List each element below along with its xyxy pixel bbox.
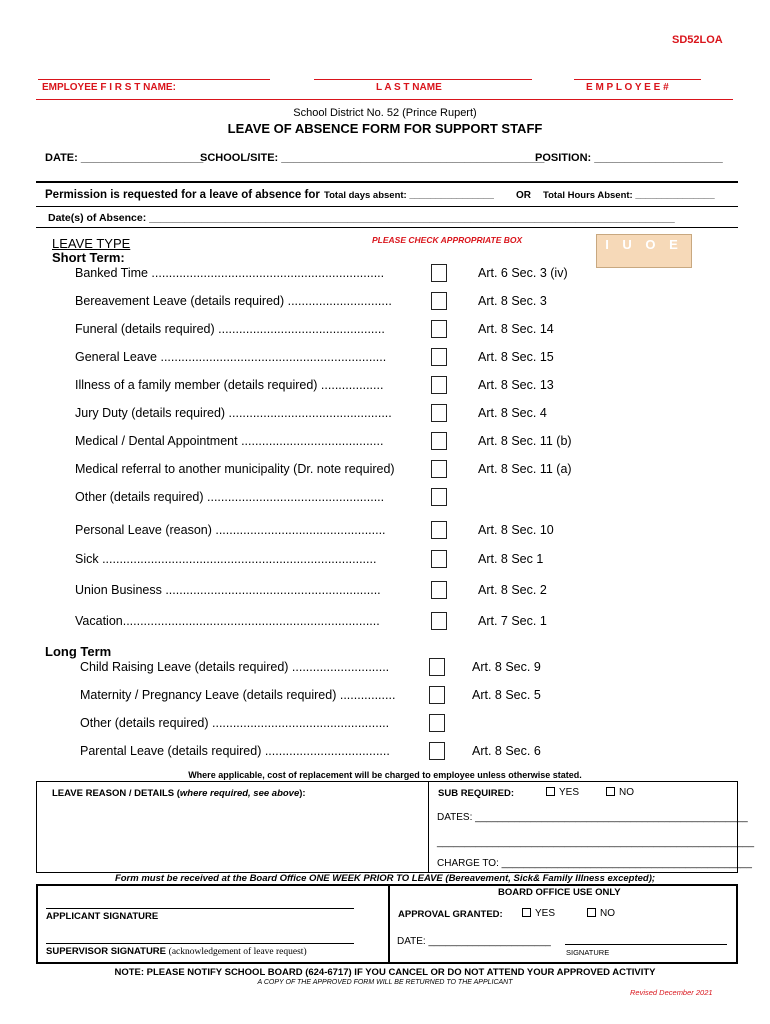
- board-use-label: BOARD OFFICE USE ONLY: [498, 887, 621, 898]
- first-name-label: EMPLOYEE F I R S T NAME:: [42, 82, 176, 93]
- leave-reason-label: LEAVE REASON / DETAILS (where required, see above):: [52, 788, 306, 799]
- leave-type-heading: LEAVE TYPE: [52, 236, 131, 251]
- leave-reason-details-area[interactable]: [46, 805, 422, 869]
- short-term-checkbox[interactable]: [431, 432, 447, 450]
- union-badge: I U O E: [596, 234, 692, 268]
- header-divider: [36, 99, 733, 100]
- board-date-field[interactable]: DATE: ______________________: [397, 936, 551, 947]
- short-term-article: Art. 8 Sec. 10: [478, 523, 554, 537]
- reason-divider: [428, 781, 429, 873]
- revision-date: Revised December 2021: [630, 988, 713, 997]
- sub-required-label: SUB REQUIRED:: [438, 788, 515, 799]
- short-term-checkbox[interactable]: [431, 521, 447, 539]
- short-term-label: Personal Leave (reason) .................................................: [75, 523, 386, 537]
- divider-1: [36, 181, 738, 183]
- short-term-checkbox[interactable]: [431, 488, 447, 506]
- short-term-article: Art. 8 Sec. 11 (b): [478, 434, 572, 448]
- position-field[interactable]: POSITION: _____________________: [535, 152, 723, 164]
- total-days-field[interactable]: Total days absent: ________________: [324, 190, 494, 201]
- short-term-label: Funeral (details required) ................................................: [75, 322, 385, 336]
- employee-number-label: E M P L O Y E E #: [586, 82, 669, 93]
- or-label: OR: [516, 190, 531, 201]
- school-site-field[interactable]: SCHOOL/SITE: ___________________________________________: [200, 152, 545, 164]
- short-term-label: Sick ...............................................................................: [75, 552, 377, 566]
- short-term-checkbox[interactable]: [431, 376, 447, 394]
- check-note: PLEASE CHECK APPROPRIATE BOX: [372, 235, 523, 245]
- long-term-checkbox[interactable]: [429, 742, 445, 760]
- short-term-article: Art. 8 Sec. 11 (a): [478, 462, 572, 476]
- first-name-line[interactable]: [38, 79, 270, 80]
- date-field[interactable]: DATE: ____________________: [45, 152, 204, 164]
- short-term-label: Union Business ..............................................................: [75, 583, 381, 597]
- copy-note: A COPY OF THE APPROVED FORM WILL BE RETURNED TO THE APPLICANT: [257, 979, 513, 986]
- long-term-article: Art. 8 Sec. 6: [472, 744, 541, 758]
- short-term-label: Vacation..........................................................................: [75, 614, 380, 628]
- short-term-checkbox[interactable]: [431, 292, 447, 310]
- approval-no-option[interactable]: NO: [587, 908, 615, 919]
- short-term-article: Art. 8 Sec. 13: [478, 378, 554, 392]
- long-term-heading: Long Term: [45, 644, 112, 659]
- short-term-label: Medical referral to another municipality (Dr. note required): [75, 462, 395, 476]
- approval-granted-label: APPROVAL GRANTED:: [398, 909, 503, 920]
- sub-no-checkbox[interactable]: [606, 787, 615, 796]
- last-name-label: L A S T NAME: [376, 82, 442, 93]
- total-hours-field[interactable]: Total Hours Absent: _______________: [543, 190, 715, 201]
- applicant-signature-line[interactable]: [46, 908, 354, 909]
- short-term-article: Art. 8 Sec. 15: [478, 350, 554, 364]
- short-term-label: Banked Time ...................................................................: [75, 266, 385, 280]
- short-term-label: Jury Duty (details required) ...............................................: [75, 406, 392, 420]
- long-term-label: Maternity / Pregnancy Leave (details required) ................: [80, 688, 396, 702]
- approval-yes-checkbox[interactable]: [522, 908, 531, 917]
- short-term-checkbox[interactable]: [431, 264, 447, 282]
- permission-label: Permission is requested for a leave of absence for: [45, 189, 320, 201]
- short-term-article: Art. 8 Sec. 3: [478, 294, 547, 308]
- short-term-label: General Leave .................................................................: [75, 350, 387, 364]
- long-term-checkbox[interactable]: [429, 686, 445, 704]
- sub-yes-checkbox[interactable]: [546, 787, 555, 796]
- applicant-signature-label: APPLICANT SIGNATURE: [46, 911, 159, 922]
- short-term-checkbox[interactable]: [431, 460, 447, 478]
- notify-note: NOTE: PLEASE NOTIFY SCHOOL BOARD (624-6717) IF YOU CANCEL OR DO NOT ATTEND YOUR APPROVED ACTIVITY: [114, 967, 656, 978]
- short-term-heading: Short Term:: [52, 250, 125, 265]
- short-term-checkbox[interactable]: [431, 404, 447, 422]
- long-term-label: Parental Leave (details required) ....................................: [80, 744, 390, 758]
- long-term-article: Art. 8 Sec. 5: [472, 688, 541, 702]
- form-title: LEAVE OF ABSENCE FORM FOR SUPPORT STAFF: [227, 121, 543, 136]
- short-term-label: Other (details required) ...................................................: [75, 490, 385, 504]
- board-signature-line[interactable]: [565, 944, 727, 945]
- sub-dates-field[interactable]: DATES: _________________________________________________: [437, 812, 748, 823]
- dates-of-absence-field[interactable]: Date(s) of Absence: __________________________________________________________________________________________: [48, 212, 675, 224]
- short-term-checkbox[interactable]: [431, 348, 447, 366]
- sub-no-option[interactable]: NO: [606, 787, 634, 798]
- sub-yes-option[interactable]: YES: [546, 787, 579, 798]
- last-name-line[interactable]: [314, 79, 532, 80]
- supervisor-signature-line[interactable]: [46, 943, 354, 944]
- short-term-article: Art. 8 Sec. 2: [478, 583, 547, 597]
- short-term-label: Medical / Dental Appointment .........................................: [75, 434, 384, 448]
- short-term-article: Art. 7 Sec. 1: [478, 614, 547, 628]
- long-term-label: Child Raising Leave (details required) ............................: [80, 660, 390, 674]
- deadline-note: Form must be received at the Board Office ONE WEEK PRIOR TO LEAVE (Bereavement, Sick& Family Illness excepted);: [114, 873, 656, 884]
- short-term-checkbox[interactable]: [431, 612, 447, 630]
- supervisor-signature-label: SUPERVISOR SIGNATURE (acknowledgement of leave request): [46, 946, 307, 957]
- short-term-article: Art. 6 Sec. 3 (iv): [478, 266, 568, 280]
- approval-yes-option[interactable]: YES: [522, 908, 555, 919]
- short-term-article: Art. 8 Sec. 4: [478, 406, 547, 420]
- short-term-label: Illness of a family member (details required) ..................: [75, 378, 384, 392]
- form-code: SD52LOA: [672, 34, 723, 46]
- divider-2: [36, 206, 738, 207]
- short-term-article: Art. 8 Sec. 14: [478, 322, 554, 336]
- short-term-checkbox[interactable]: [431, 581, 447, 599]
- district-name: School District No. 52 (Prince Rupert): [293, 107, 477, 119]
- divider-3: [36, 227, 738, 228]
- short-term-label: Bereavement Leave (details required) ..............................: [75, 294, 392, 308]
- long-term-article: Art. 8 Sec. 9: [472, 660, 541, 674]
- replacement-note: Where applicable, cost of replacement will be charged to employee unless otherwise stated.: [188, 770, 582, 780]
- approval-no-checkbox[interactable]: [587, 908, 596, 917]
- short-term-checkbox[interactable]: [431, 320, 447, 338]
- charge-to-field[interactable]: CHARGE TO: _____________________________________________: [437, 858, 752, 869]
- long-term-checkbox[interactable]: [429, 714, 445, 732]
- sub-blank-line[interactable]: _________________________________________________________: [437, 837, 755, 848]
- signature-divider: [388, 884, 390, 964]
- short-term-article: Art. 8 Sec 1: [478, 552, 544, 566]
- long-term-label: Other (details required) ...................................................: [80, 716, 390, 730]
- employee-number-line[interactable]: [574, 79, 701, 80]
- board-signature-label: SIGNATURE: [566, 948, 610, 957]
- short-term-checkbox[interactable]: [431, 550, 447, 568]
- long-term-checkbox[interactable]: [429, 658, 445, 676]
